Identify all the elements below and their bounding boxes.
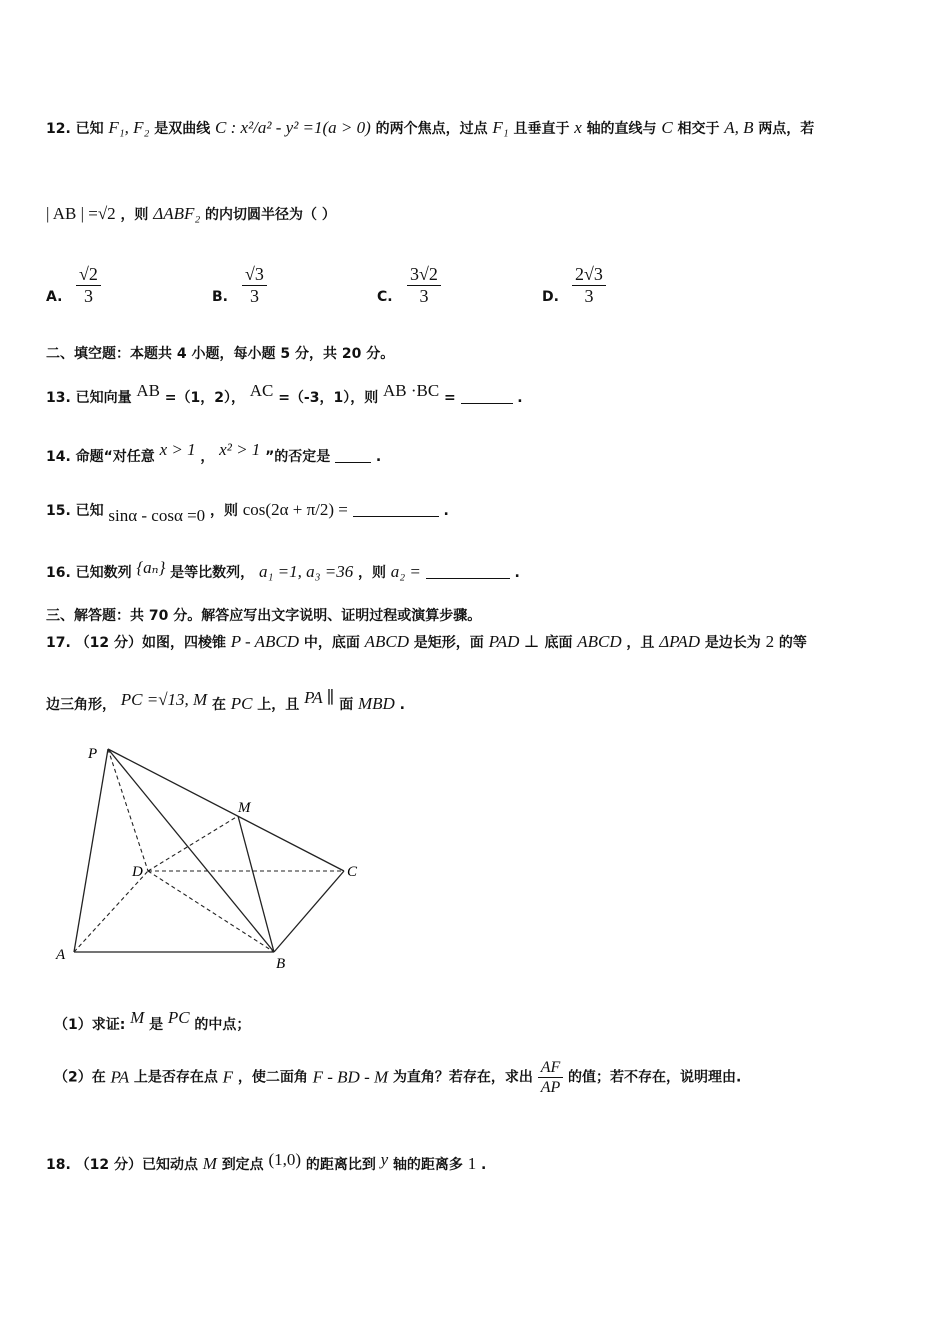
- section-3-heading: 三、解答题：共 70 分。解答应写出文字说明、证明过程或演算步骤。: [46, 608, 482, 624]
- label-m: M: [238, 800, 251, 816]
- label-c: C: [347, 864, 358, 880]
- q16: 16. 已知数列 {aₙ} 是等比数列， a₁ =1, a₃ =36 ，则 a₂ = .: [46, 558, 520, 581]
- q17-part1: （1）求证: M 是 PC 的中点；: [54, 1008, 251, 1033]
- section-2-heading: 二、填空题：本题共 4 小题，每小题 5 分，共 20 分。: [46, 346, 395, 362]
- q12-line1: 12. 已知 F₁, F₂ 是双曲线 C : x²/a² - y² =1(a > 0) 的两个焦点，过点 F₁ 且垂直于 x 轴的直线与 C 相交于 A, B 两点，若: [46, 118, 815, 137]
- hyperbola-equation: C : x²/a² - y² =1(a > 0): [215, 118, 371, 137]
- q14: 14. 命题“对任意 x > 1 ， x² > 1 ”的否定是 .: [46, 440, 382, 465]
- option-c-value: $\frac{3√2}{3}$: [407, 264, 441, 307]
- q16-answer-blank: [426, 564, 510, 579]
- option-b-value: $\frac{√3}{3}$: [242, 264, 267, 307]
- edge-db: [148, 871, 274, 952]
- pyramid-figure: [44, 734, 374, 974]
- q12-line2: | AB | =√2 ，则 ΔABF₂ 的内切圆半径为（ ）: [46, 204, 336, 223]
- q13-answer-blank: [461, 389, 513, 404]
- option-a-value: $\frac{√2}{3}$: [76, 264, 101, 307]
- edge-pb: [108, 749, 274, 952]
- edge-mb: [238, 816, 274, 952]
- edge-pa: [74, 749, 108, 952]
- q17-part2: （2）在 PA 上是否存在点 F ，使二面角 F - BD - M 为直角？若存在，求出 $\frac{AF}{AP}$ 的值；若不存在，说明理由.: [54, 1059, 742, 1097]
- edge-bc: [274, 871, 344, 952]
- q12-number: 12.: [46, 121, 71, 137]
- label-p: P: [88, 746, 98, 762]
- label-b: B: [276, 956, 286, 972]
- ab-length-condition: | AB | =√2: [46, 204, 116, 223]
- q15-answer-blank: [353, 502, 439, 517]
- edge-dm: [148, 816, 238, 871]
- af-over-ap: $\frac{AF}{AP}$: [538, 1058, 564, 1097]
- edge-pc: [108, 749, 344, 871]
- q17-line1: 17. （12 分）如图，四棱锥 P - ABCD 中，底面 ABCD 是矩形，面 PAD ⊥ 底面 ABCD ，且 ΔPAD 是边长为 2 的等: [46, 632, 807, 651]
- q15: 15. 已知 sinα - cosα =0 ，则 cos(2α + π/2) = .: [46, 500, 449, 525]
- label-d: D: [132, 864, 143, 880]
- label-a: A: [56, 947, 66, 963]
- q13: 13. 已知向量 AB =（1，2）， AC =（-3，1），则 AB ·BC = .: [46, 381, 523, 406]
- q17-line2: 边三角形， PC =√13, M 在 PC 上，且 PA ∥ 面 MBD .: [46, 688, 405, 713]
- option-d-value: $\frac{2√3}{3}$: [572, 264, 606, 307]
- q18: 18. （12 分）已知动点 M 到定点 (1,0) 的距离比到 y 轴的距离多 1 .: [46, 1150, 487, 1173]
- q14-answer-blank: [335, 448, 371, 463]
